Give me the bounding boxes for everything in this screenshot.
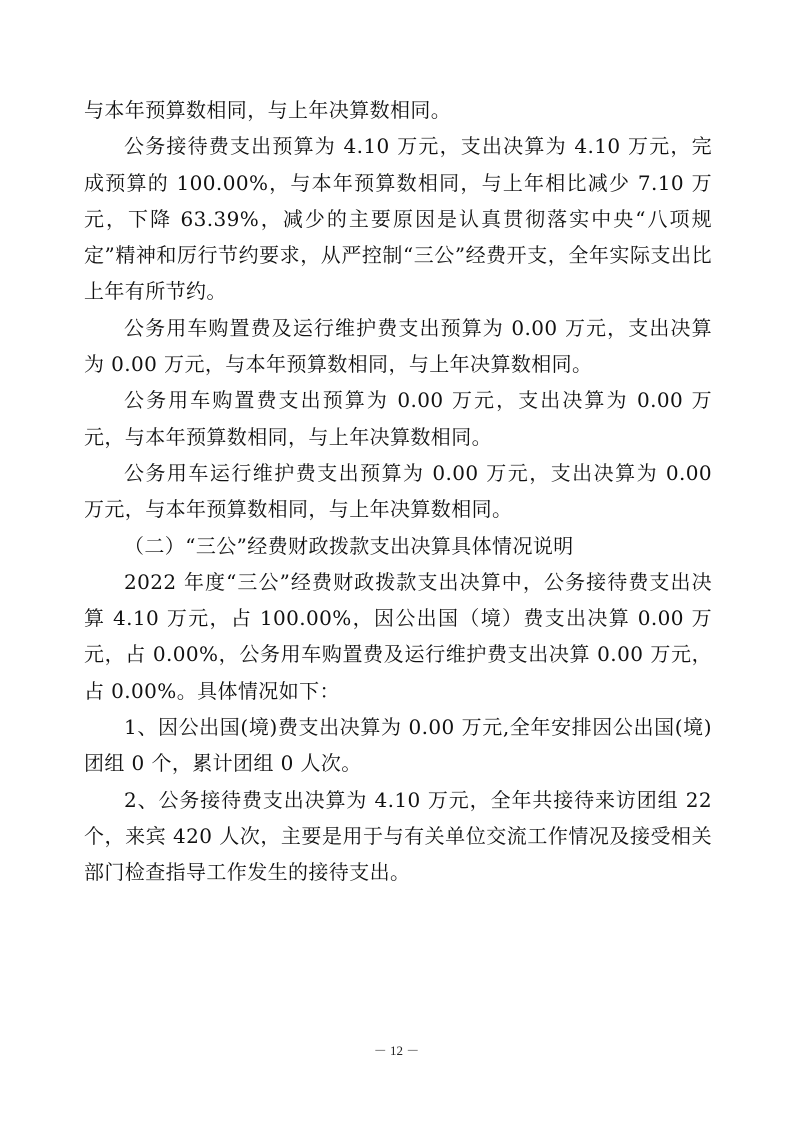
section-heading: （二）“三公”经费财政拨款支出决算具体情况说明 [124, 533, 574, 558]
paragraph-reception-budget: 公务接待费支出预算为 4.10 万元，支出决算为 4.10 万元，完成预算的 100.00%，与本年预算数相同，与上年相比减少 7.10 万元，下降 63.39%，减少的主要原因是认真贯彻落实中央“八项规定”精神和厉行节约要求，从严控制“三公”经费开支，全年实际支出比上年有所节约。 [84, 134, 712, 304]
paragraph-vehicle-maintenance: 公务用车运行维护费支出预算为 0.00 万元，支出决算为 0.00 万元，与本年预算数相同，与上年决算数相同。 [84, 460, 712, 522]
paragraph-overseas-travel: 1、因公出国(境)费支出决算为 0.00 万元,全年安排因公出国(境)团组 0 个，累计团组 0 人次。 [84, 715, 712, 776]
body-text [84, 92, 712, 891]
paragraph-vehicle-purchase: 公务用车购置费支出预算为 0.00 万元，支出决算为 0.00 万元，与本年预算数相同，与上年决算数相同。 [84, 388, 712, 449]
paragraph-vehicle-total: 公务用车购置费及运行维护费支出预算为 0.00 万元，支出决算为 0.00 万元，与本年预算数相同，与上年决算数相同。 [84, 315, 712, 377]
page-number: － 12 － [373, 1043, 420, 1058]
paragraph-continuation: 与本年预算数相同，与上年决算数相同。 [84, 98, 452, 122]
paragraph-2022-summary: 2022 年度“三公”经费财政拨款支出决算中，公务接待费支出决算 4.10 万元，占 100.00%，因公出国（境）费支出决算 0.00 万元，占 0.00%，公务用车购置费及运行维护费支出决算 0.00 万元，占 0.00%。具体情况如下： [84, 569, 712, 703]
paragraph-reception-detail: 2、公务接待费支出决算为 4.10 万元，全年共接待来访团组 22 个，来宾 420 人次，主要是用于与有关单位交流工作情况及接受相关部门检查指导工作发生的接待支出。 [84, 787, 712, 885]
